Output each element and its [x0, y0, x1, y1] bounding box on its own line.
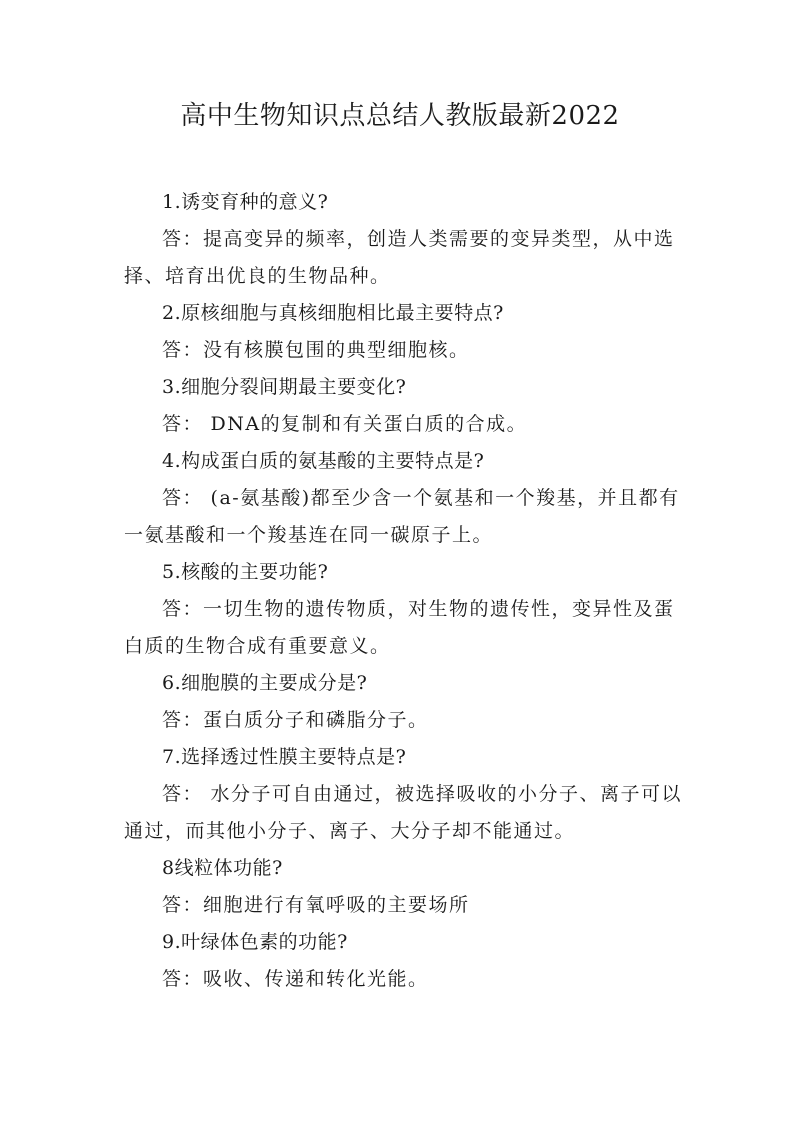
question-2: 2.原核细胞与真核细胞相比最主要特点?: [162, 302, 504, 324]
document-body: [124, 184, 686, 998]
answer-3: 答： DNA的复制和有关蛋白质的合成。: [162, 413, 528, 435]
question-8: 8线粒体功能?: [162, 857, 283, 879]
question-7: 7.选择透过性膜主要特点是?: [162, 746, 407, 768]
answer-8: 答：细胞进行有氧呼吸的主要场所: [162, 894, 470, 916]
answer-5: 答：一切生物的遗传物质，对生物的遗传性，变异性及蛋白质的生物合成有重要意义。: [124, 598, 675, 657]
answer-6: 答：蛋白质分子和磷脂分子。: [162, 709, 429, 731]
question-4: 4.构成蛋白质的氨基酸的主要特点是?: [162, 450, 485, 472]
question-1: 1.诱变育种的意义?: [162, 191, 329, 213]
answer-7: 答： 水分子可自由通过，被选择吸收的小分子、离子可以通过，而其他小分子、离子、大分子却不能通过。: [124, 783, 683, 842]
answer-1: 答：提高变异的频率，创造人类需要的变异类型，从中选择、培育出优良的生物品种。: [124, 228, 675, 287]
question-5: 5.核酸的主要功能?: [162, 561, 329, 583]
question-9: 9.叶绿体色素的功能?: [162, 931, 348, 953]
answer-9: 答：吸收、传递和转化光能。: [162, 968, 429, 990]
answer-2: 答：没有核膜包围的典型细胞核。: [162, 339, 470, 361]
answer-4: 答： (a-氨基酸)都至少含一个氨基和一个羧基，并且都有一氨基酸和一个羧基连在同一碳原子上。: [124, 487, 680, 546]
question-6: 6.细胞膜的主要成分是?: [162, 672, 368, 694]
question-3: 3.细胞分裂间期最主要变化?: [162, 376, 407, 398]
document-title: 高中生物知识点总结人教版最新2022: [180, 101, 620, 131]
